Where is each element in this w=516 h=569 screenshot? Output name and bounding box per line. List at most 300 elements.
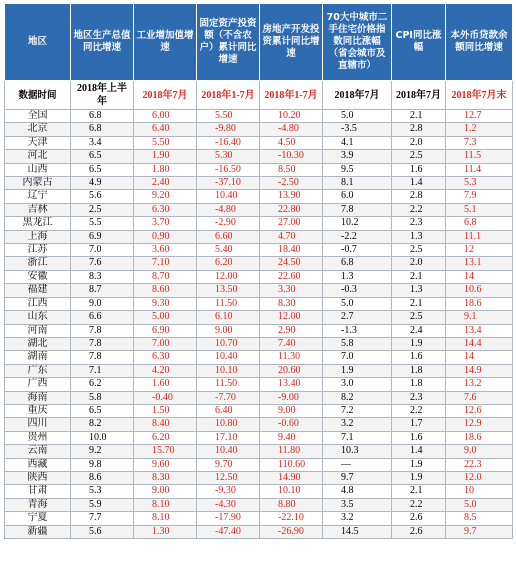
table-row [5,177,513,190]
value-cell: -16.40 [197,136,260,149]
value-cell: 1.6 [392,351,446,364]
value-cell: 9.60 [134,458,197,471]
region-cell: 山东 [5,311,71,324]
region-cell: 贵州 [5,431,71,444]
value-cell: 6.8 [71,110,134,123]
value-cell: 1.3 [392,230,446,243]
value-cell: -0.7 [323,244,392,257]
value-cell: -0.40 [134,391,197,404]
value-cell: 0.90 [134,230,197,243]
value-cell: 6.6 [71,311,134,324]
value-cell: 1.2 [446,123,513,136]
table-row [5,150,513,163]
region-cell: 广东 [5,364,71,377]
table-row [5,418,513,431]
time-cell: 2018年上半年 [71,81,134,110]
value-cell: 9.00 [197,324,260,337]
value-cell: -4.80 [260,123,323,136]
value-cell: 6.30 [134,203,197,216]
value-cell: 13.4 [446,324,513,337]
value-cell: 2.8 [392,123,446,136]
value-cell: 9.00 [260,404,323,417]
region-cell: 河北 [5,150,71,163]
value-cell: 1.8 [392,378,446,391]
region-cell: 陕西 [5,471,71,484]
value-cell: 2.3 [392,217,446,230]
value-cell: 4.50 [260,136,323,149]
value-cell: 8.30 [134,471,197,484]
value-cell: -10.30 [260,150,323,163]
table-row [5,351,513,364]
value-cell: 6.20 [134,431,197,444]
table-row [5,512,513,525]
value-cell: 18.6 [446,297,513,310]
value-cell: 9.20 [134,190,197,203]
value-cell: — [323,458,392,471]
value-cell: 2.2 [392,203,446,216]
value-cell: 9.70 [197,458,260,471]
value-cell: 13.50 [197,284,260,297]
value-cell: 6.40 [134,123,197,136]
value-cell: 110.60 [260,458,323,471]
value-cell: 13.90 [260,190,323,203]
value-cell: 8.6 [71,471,134,484]
value-cell: 3.0 [323,378,392,391]
value-cell: 3.2 [323,512,392,525]
value-cell: 2.2 [392,498,446,511]
region-cell: 全国 [5,110,71,123]
value-cell: 12.50 [197,471,260,484]
value-cell: 6.40 [197,404,260,417]
value-cell: 8.80 [260,498,323,511]
value-cell: 1.60 [134,378,197,391]
value-cell: 11.50 [197,378,260,391]
value-cell: 7.1 [323,431,392,444]
value-cell: 3.30 [260,284,323,297]
region-cell: 新疆 [5,525,71,538]
value-cell: 1.9 [392,471,446,484]
value-cell: 10 [446,485,513,498]
value-cell: 15.70 [134,445,197,458]
value-cell: 6.2 [71,378,134,391]
value-cell: 1.50 [134,404,197,417]
value-cell: 10.20 [260,110,323,123]
value-cell: 11.80 [260,445,323,458]
table-row [5,217,513,230]
value-cell: 2.1 [392,485,446,498]
value-cell: 2.5 [71,203,134,216]
value-cell: 5.6 [71,525,134,538]
value-cell: 1.9 [392,337,446,350]
value-cell: 7.8 [71,351,134,364]
header-secondhand-housing-price: 70大中城市二手住宅价格指数同比涨幅（省会城市及直辖市） [323,4,392,81]
value-cell: 5.1 [446,203,513,216]
value-cell: 22.80 [260,203,323,216]
value-cell: 17.10 [197,431,260,444]
time-cell: 2018年7月 [134,81,197,110]
region-cell: 山西 [5,163,71,176]
value-cell: 1.3 [323,270,392,283]
table-row [5,391,513,404]
data-table-container [4,3,512,539]
value-cell: -3.5 [323,123,392,136]
value-cell: 6.8 [323,257,392,270]
value-cell: 14.5 [323,525,392,538]
table-row [5,445,513,458]
value-cell: 5.30 [197,150,260,163]
value-cell: 2.40 [134,177,197,190]
table-row [5,284,513,297]
value-cell: 11.30 [260,351,323,364]
value-cell: -7.70 [197,391,260,404]
value-cell: 8.5 [446,512,513,525]
regional-economy-table [4,3,513,539]
region-cell: 四川 [5,418,71,431]
value-cell: 7.1 [71,364,134,377]
value-cell: 18.40 [260,244,323,257]
value-cell: 6.8 [71,123,134,136]
value-cell: -9.00 [260,391,323,404]
table-row [5,297,513,310]
value-cell: 5.5 [71,217,134,230]
region-cell: 河南 [5,324,71,337]
value-cell: 11.1 [446,230,513,243]
value-cell: 18.6 [446,431,513,444]
value-cell: 7.8 [323,203,392,216]
value-cell: 1.9 [392,458,446,471]
value-cell: -0.60 [260,418,323,431]
value-cell: -47.40 [197,525,260,538]
table-row [5,270,513,283]
table-row [5,190,513,203]
header-gdp-growth: 地区生产总值同比增速 [71,4,134,81]
value-cell: 5.0 [446,498,513,511]
value-cell: 6.60 [197,230,260,243]
value-cell: 7.6 [71,257,134,270]
value-cell: 5.0 [323,110,392,123]
time-label: 数据时间 [5,81,71,110]
value-cell: 7.7 [71,512,134,525]
value-cell: 5.3 [446,177,513,190]
value-cell: 11.4 [446,163,513,176]
value-cell: 7.40 [260,337,323,350]
value-cell: 27.00 [260,217,323,230]
value-cell: 5.8 [71,391,134,404]
region-cell: 福建 [5,284,71,297]
value-cell: 7.9 [446,190,513,203]
value-cell: 7.00 [134,337,197,350]
table-body [5,81,513,539]
value-cell: 5.9 [71,498,134,511]
value-cell: 4.20 [134,364,197,377]
region-cell: 青海 [5,498,71,511]
value-cell: 6.5 [71,163,134,176]
table-row [5,257,513,270]
value-cell: 6.20 [197,257,260,270]
value-cell: 6.5 [71,150,134,163]
value-cell: 2.90 [260,324,323,337]
table-row [5,364,513,377]
value-cell: 7.6 [446,391,513,404]
table-row [5,337,513,350]
value-cell: 12.7 [446,110,513,123]
value-cell: 9.7 [323,471,392,484]
value-cell: 2.4 [392,324,446,337]
value-cell: 2.6 [392,525,446,538]
value-cell: -2.2 [323,230,392,243]
value-cell: 5.40 [197,244,260,257]
value-cell: 10.70 [197,337,260,350]
value-cell: 9.2 [71,445,134,458]
value-cell: 4.9 [71,177,134,190]
value-cell: 14.9 [446,364,513,377]
value-cell: 22.60 [260,270,323,283]
value-cell: 9.5 [323,163,392,176]
data-time-row [5,81,513,110]
value-cell: 1.80 [134,163,197,176]
value-cell: 3.9 [323,150,392,163]
value-cell: 1.6 [392,163,446,176]
time-cell: 2018年7月 [323,81,392,110]
value-cell: 11.50 [197,297,260,310]
value-cell: 1.4 [392,445,446,458]
time-cell: 2018年1-7月 [260,81,323,110]
region-cell: 甘肃 [5,485,71,498]
value-cell: 1.3 [392,284,446,297]
value-cell: 10.80 [197,418,260,431]
region-cell: 广西 [5,378,71,391]
value-cell: -22.10 [260,512,323,525]
value-cell: 2.5 [392,311,446,324]
region-cell: 宁夏 [5,512,71,525]
value-cell: 1.7 [392,418,446,431]
value-cell: 1.6 [392,431,446,444]
table-row [5,311,513,324]
value-cell: 3.2 [323,418,392,431]
value-cell: 5.6 [71,190,134,203]
value-cell: 2.3 [392,391,446,404]
value-cell: 9.0 [71,297,134,310]
value-cell: 2.1 [392,110,446,123]
value-cell: 10.2 [323,217,392,230]
value-cell: 14 [446,270,513,283]
value-cell: -0.3 [323,284,392,297]
value-cell: 3.4 [71,136,134,149]
value-cell: 9.8 [71,458,134,471]
region-cell: 吉林 [5,203,71,216]
value-cell: 2.1 [392,297,446,310]
value-cell: 12.6 [446,404,513,417]
value-cell: 1.8 [392,364,446,377]
value-cell: 20.60 [260,364,323,377]
value-cell: 6.9 [71,230,134,243]
value-cell: 2.1 [392,270,446,283]
header-loan-balance: 本外币贷款余额同比增速 [446,4,513,81]
value-cell: 1.4 [392,177,446,190]
value-cell: 7.3 [446,136,513,149]
value-cell: 12 [446,244,513,257]
value-cell: 10.6 [446,284,513,297]
value-cell: 9.40 [260,431,323,444]
value-cell: -9.30 [197,485,260,498]
value-cell: 8.1 [323,177,392,190]
value-cell: 3.5 [323,498,392,511]
value-cell: 5.50 [197,110,260,123]
value-cell: 6.0 [323,190,392,203]
region-cell: 安徽 [5,270,71,283]
region-cell: 西藏 [5,458,71,471]
value-cell: 7.10 [134,257,197,270]
region-cell: 北京 [5,123,71,136]
value-cell: 24.50 [260,257,323,270]
value-cell: 5.00 [134,311,197,324]
value-cell: 14.90 [260,471,323,484]
region-cell: 浙江 [5,257,71,270]
region-cell: 黑龙江 [5,217,71,230]
header-cpi: CPI同比涨幅 [392,4,446,81]
value-cell: 1.30 [134,525,197,538]
value-cell: 10.3 [323,445,392,458]
table-row [5,324,513,337]
value-cell: 10.40 [197,190,260,203]
table-row [5,203,513,216]
header-region: 地区 [5,4,71,81]
value-cell: 3.70 [134,217,197,230]
value-cell: 6.5 [71,404,134,417]
value-cell: 5.0 [323,297,392,310]
table-row [5,458,513,471]
region-cell: 内蒙古 [5,177,71,190]
value-cell: 5.3 [71,485,134,498]
time-cell: 2018年1-7月 [197,81,260,110]
value-cell: 12.00 [260,311,323,324]
value-cell: -4.80 [197,203,260,216]
region-cell: 湖南 [5,351,71,364]
header-real-estate-investment: 房地产开发投资累计同比增速 [260,4,323,81]
value-cell: -16.50 [197,163,260,176]
value-cell: 2.5 [392,150,446,163]
region-cell: 江苏 [5,244,71,257]
region-cell: 天津 [5,136,71,149]
table-row [5,378,513,391]
value-cell: 5.50 [134,136,197,149]
value-cell: 7.2 [323,404,392,417]
table-row [5,136,513,149]
value-cell: 8.40 [134,418,197,431]
value-cell: -9.80 [197,123,260,136]
region-cell: 上海 [5,230,71,243]
value-cell: 9.0 [446,445,513,458]
table-row [5,431,513,444]
value-cell: 5.8 [323,337,392,350]
table-row [5,163,513,176]
value-cell: 2.7 [323,311,392,324]
value-cell: 7.8 [71,337,134,350]
value-cell: 8.2 [323,391,392,404]
value-cell: 13.1 [446,257,513,270]
value-cell: -1.3 [323,324,392,337]
value-cell: 2.8 [392,190,446,203]
value-cell: 4.8 [323,485,392,498]
table-row [5,230,513,243]
value-cell: 2.6 [392,512,446,525]
value-cell: 8.60 [134,284,197,297]
table-row [5,123,513,136]
value-cell: 10.40 [197,351,260,364]
time-cell: 2018年7月末 [446,81,513,110]
value-cell: 6.8 [446,217,513,230]
value-cell: 10.0 [71,431,134,444]
region-cell: 海南 [5,391,71,404]
value-cell: 12.00 [197,270,260,283]
value-cell: -2.90 [197,217,260,230]
value-cell: 10.40 [197,445,260,458]
value-cell: 9.30 [134,297,197,310]
value-cell: 14.4 [446,337,513,350]
value-cell: 8.30 [260,297,323,310]
value-cell: 10.10 [260,485,323,498]
value-cell: 4.70 [260,230,323,243]
header-row [5,4,513,81]
value-cell: 1.9 [323,364,392,377]
table-row [5,244,513,257]
value-cell: 2.0 [392,136,446,149]
time-cell: 2018年7月 [392,81,446,110]
value-cell: 6.00 [134,110,197,123]
value-cell: 9.1 [446,311,513,324]
value-cell: 6.30 [134,351,197,364]
header-industrial-growth: 工业增加值增速 [134,4,197,81]
value-cell: 6.90 [134,324,197,337]
value-cell: 12.0 [446,471,513,484]
value-cell: 8.10 [134,498,197,511]
value-cell: 8.7 [71,284,134,297]
table-row [5,471,513,484]
value-cell: 2.2 [392,404,446,417]
value-cell: 1.90 [134,150,197,163]
table-row [5,485,513,498]
value-cell: 9.00 [134,485,197,498]
value-cell: 2.0 [392,257,446,270]
region-cell: 重庆 [5,404,71,417]
value-cell: 2.5 [392,244,446,257]
value-cell: -37.10 [197,177,260,190]
table-row [5,404,513,417]
table-row [5,498,513,511]
header-fixed-asset-investment: 固定资产投资额（不含农户）累计同比增速 [197,4,260,81]
value-cell: 7.0 [323,351,392,364]
value-cell: 3.60 [134,244,197,257]
value-cell: -2.50 [260,177,323,190]
table-row [5,525,513,538]
value-cell: 8.50 [260,163,323,176]
table-row [5,110,513,123]
value-cell: 13.40 [260,378,323,391]
value-cell: 13.2 [446,378,513,391]
value-cell: 22.3 [446,458,513,471]
value-cell: 7.0 [71,244,134,257]
value-cell: 10.10 [197,364,260,377]
value-cell: 6.10 [197,311,260,324]
value-cell: 8.2 [71,418,134,431]
value-cell: 4.1 [323,136,392,149]
value-cell: 9.7 [446,525,513,538]
value-cell: 12.9 [446,418,513,431]
region-cell: 江西 [5,297,71,310]
region-cell: 云南 [5,445,71,458]
region-cell: 湖北 [5,337,71,350]
value-cell: 8.10 [134,512,197,525]
